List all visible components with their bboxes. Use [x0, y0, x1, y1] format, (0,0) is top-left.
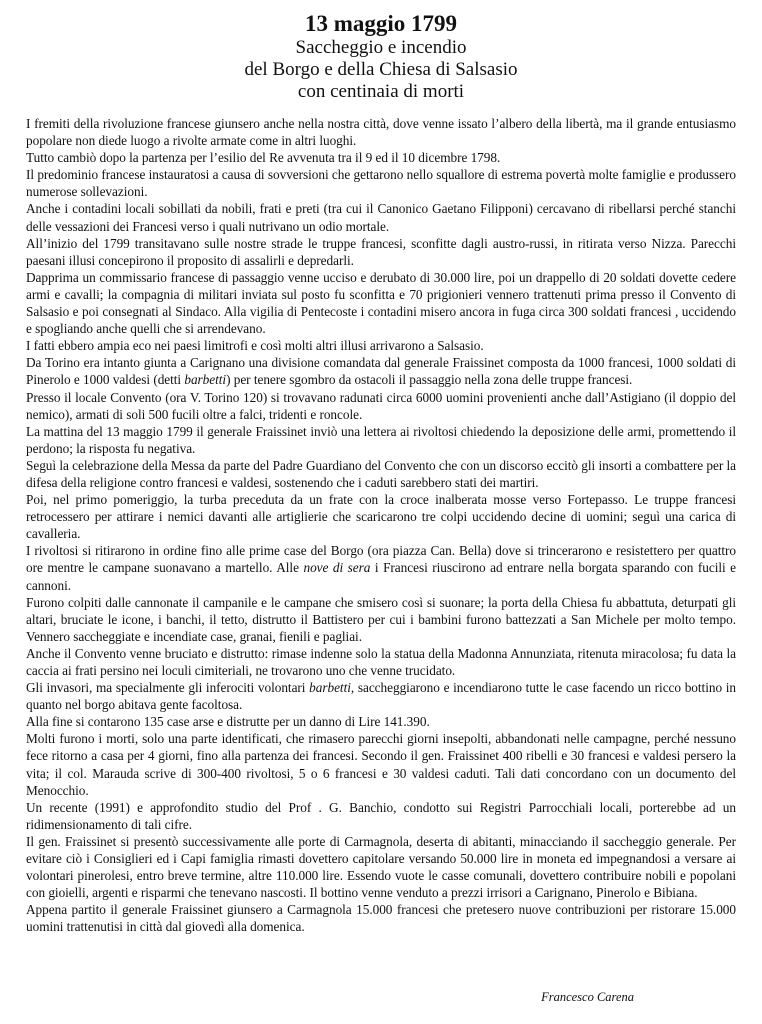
paragraph-text: i Francesi riuscirono ad entrare nella borgata sparando con fucili e cannoni. — [26, 560, 737, 593]
document-body — [26, 115, 736, 936]
paragraph-text: Da Torino era intanto giunta a Carignano una divisione comandata dal generale Fraissinet composta da 1000 francesi, 1000 soldati di Pinerolo e 1000 valdesi (detti — [26, 355, 736, 388]
paragraph: Un recente (1991) e approfondito studio del Prof . G. Banchio, condotto sui Registri Parrocchiali locali, porterebbe ad un ridimensionamento di tali cifre. — [26, 799, 736, 832]
paragraph — [26, 542, 736, 593]
paragraph: I fatti ebbero ampia eco nei paesi limitrofi e così molti altri illusi arrivarono a Salsasio. — [26, 338, 484, 354]
paragraph: Seguì la celebrazione della Messa da parte del Padre Guardiano del Convento che con un discorso eccitò gli insorti a combattere per la difesa della religione contro francesi e valdesi, sostenendo che i caduti sarebbero stati dei martiri. — [26, 457, 736, 490]
paragraph: Il gen. Fraissinet si presentò successivamente alle porte di Carmagnola, deserta di abitanti, minacciando il saccheggio generale. Per evitare ciò i Consiglieri ed i Capi famiglia rimasti dovettero capitolare versando 50.000 lire in moneta ed impegnandosi a versare ai volontari pinerolesi, entro breve termine, altre 110.000 lire. Essendo vuote le casse comunali, dovettero contribuire nobili e popolani con gioielli, argenti e risparmi che tenevano nascosti. Il bottino venne venduto a prezzi irrisori a Carignano, Pinerolo e Bibiana. — [26, 833, 736, 901]
paragraph: Alla fine si contarono 135 case arse e distrutte per un danno di Lire 141.390. — [26, 714, 430, 730]
paragraph: I fremiti della rivoluzione francese giunsero anche nella nostra città, dove venne issato l’albero della libertà, ma il grande entusiasmo popolare non diede luogo a rivolte armate come in altri luoghi. — [26, 116, 736, 149]
paragraph-italic-term: nove di sera — [303, 560, 371, 576]
author-signature: Francesco Carena — [541, 990, 634, 1004]
paragraph: Dapprima un commissario francese di passaggio venne ucciso e derubato di 30.000 lire, poi un drappello di 20 soldati dovette cedere armi e cavalli; la compagnia di militari inviata sul posto fu sconfitta e 70 prigionieri vennero trattenuti prima presso il Convento di Salsasio e poi consegnati al Sindaco. Alla vigilia di Pentecoste i contadini misero ancora in fuga circa 300 soldati francesi , uccidendo e spogliando anche quelli che si arrendevano. — [26, 269, 736, 337]
paragraph: La mattina del 13 maggio 1799 il generale Fraissinet inviò una lettera ai rivoltosi chiedendo la deposizione delle armi, promettendo il perdono; la risposta fu negativa. — [26, 423, 736, 456]
subtitle-line: con centinaia di morti — [297, 81, 465, 102]
subtitle-line: Saccheggio e incendio — [295, 37, 467, 58]
paragraph: Appena partito il generale Fraissinet giunsero a Carmagnola 15.000 francesi che pretesero nuove contribuzioni per ristorare 15.000 uomini trattenutisi in città dal giovedì alla domenica. — [26, 902, 736, 935]
paragraph-text: , saccheggiarono e incendiarono tutte le case facendo un ricco bottino in quanto nel borgo abitava gente facoltosa. — [26, 680, 736, 713]
paragraph-text: ) per tenere sgombro da ostacoli il passaggio nella zona delle truppe francesi. — [226, 372, 633, 388]
document-date-title: 13 maggio 1799 — [304, 11, 458, 36]
paragraph: Furono colpiti dalle cannonate il campanile e le campane che smisero così si suonare; la porta della Chiesa fu abbattuta, deturpati gli altari, bruciate le icone, i banchi, il tetto, distrutto il Battistero per cui i bambini furono battezzati a San Michele per molto tempo. Vennero saccheggiate e incendiate case, granai, fienili e pagliai. — [26, 594, 736, 644]
paragraph: Anche il Convento venne bruciato e distrutto: rimase indenne solo la statua della Madonna Annunziata, ritenuta miracolosa; fu data la caccia ai frati persino nei loculi cimiteriali, ne trovarono uno che venne trucidato. — [26, 645, 736, 678]
paragraph — [26, 679, 736, 713]
paragraph-text: Gli invasori, ma specialmente gli inferociti volontari — [26, 680, 310, 696]
subtitle-line: del Borgo e della Chiesa di Salsasio — [244, 59, 518, 80]
paragraph: Il predominio francese instauratosi a causa di sovversioni che gettarono nello squallore di estrema povertà molte famiglie e produssero numerose sollevazioni. — [26, 167, 736, 200]
document-header — [26, 10, 736, 103]
paragraph: Molti furono i morti, solo una parte identificati, che rimasero parecchi giorni insepolti, abbandonati nelle campagne, perché nessuno fece ritorno a casa per 4 giorni, fino alla partenza dei francesi. Secondo il gen. Fraissinet 400 ribelli e 30 francesi e valdesi persero la vita; il col. Marauda scrive di 300-400 rivoltosi, 5 o 6 francesi e 30 valdesi caduti. Tali dati concordano con un documento del Menocchio. — [26, 731, 736, 798]
paragraph-italic-term: barbetti — [184, 372, 227, 388]
paragraph: All’inizio del 1799 transitavano sulle nostre strade le truppe francesi, sconfitte dagli austro-russi, in ritirata verso Nizza. Parecchi paesani illusi concepirono il proposito di assalirli e depredarli. — [26, 235, 736, 268]
paragraph: Tutto cambiò dopo la partenza per l’esilio del Re avvenuta tra il 9 ed il 10 dicembre 1798. — [26, 150, 501, 166]
paragraph-italic-term: barbetti — [309, 680, 351, 696]
paragraph — [26, 354, 736, 388]
paragraph-text: I rivoltosi si ritirarono in ordine fino alle prime case del Borgo (ora piazza Can. Bella) dove si trincerarono e resistettero per quattro ore mentre le campane suonavano a martello. Alle — [26, 543, 736, 576]
paragraph: Anche i contadini locali sobillati da nobili, frati e preti (tra cui il Canonico Gaetano Filipponi) cercavano di ribellarsi perché stanchi delle vessazioni dei Francesi verso i quali nutrivano un odio mortale. — [26, 201, 736, 234]
paragraph: Presso il locale Convento (ora V. Torino 120) si trovavano radunati circa 6000 uomini provenienti anche dall’Astigiano (il doppio del nemico), armati di soli 500 fucili oltre a falci, tridenti e roncole. — [26, 389, 736, 422]
paragraph: Poi, nel primo pomeriggio, la turba preceduta da un frate con la croce inalberata mosse verso Fortepasso. Le truppe francesi retrocessero per attirare i nemici davanti alle artiglierie che scaricarono tre colpi uccidendo decine di uomini; seguì una carica di cavalleria. — [26, 492, 736, 542]
